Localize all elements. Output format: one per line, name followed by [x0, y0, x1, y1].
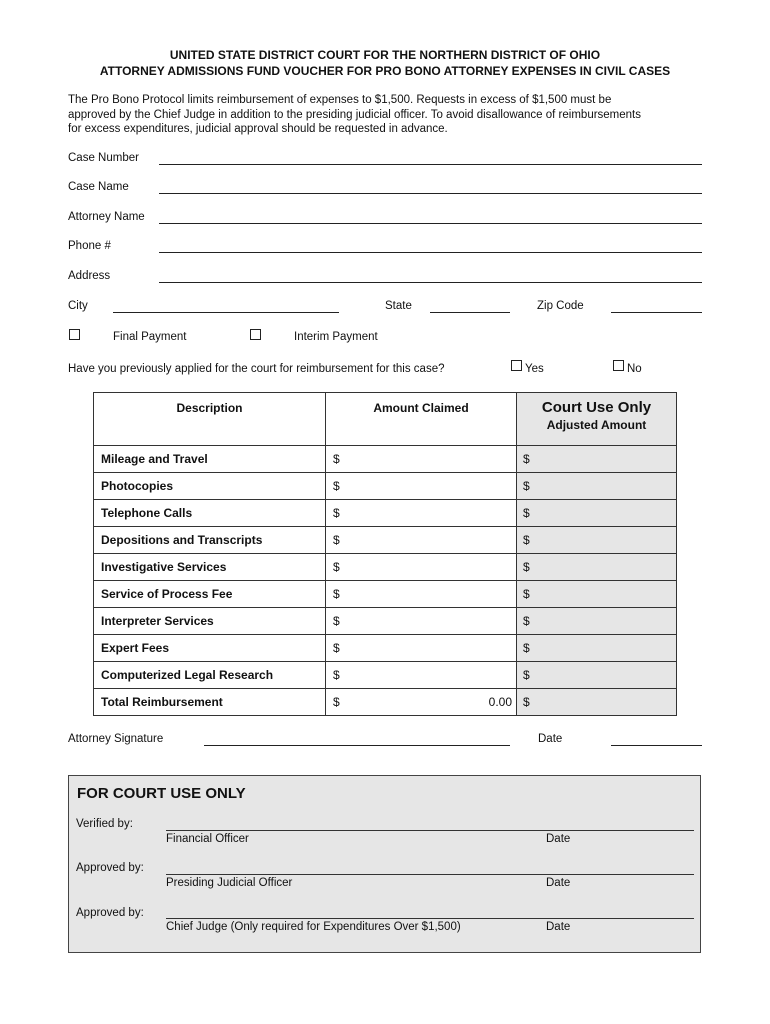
total-adjusted-cell[interactable]	[517, 689, 677, 716]
no-checkbox[interactable]	[613, 360, 624, 371]
table-row	[94, 473, 677, 500]
verified-date-label: Date	[546, 833, 571, 845]
currency-symbol: $	[523, 452, 530, 466]
chief-judge-approval-field[interactable]	[166, 918, 694, 919]
case-name-field[interactable]	[159, 193, 702, 194]
currency-symbol: $	[333, 506, 340, 520]
amount-claimed-header: Amount Claimed	[326, 393, 517, 446]
currency-symbol: $	[333, 452, 340, 466]
no-label: No	[627, 363, 642, 375]
adjusted-amount-cell[interactable]	[517, 527, 677, 554]
adjusted-amount-title: Adjusted Amount	[546, 418, 647, 432]
table-row	[94, 554, 677, 581]
table-header-row	[94, 393, 677, 446]
row-description: Service of Process Fee	[94, 581, 326, 608]
chief-judge-label: Chief Judge (Only required for Expenditures Over $1,500)	[166, 921, 461, 933]
presiding-date-label: Date	[546, 877, 571, 889]
currency-symbol: $	[523, 695, 530, 709]
currency-symbol: $	[333, 641, 340, 655]
presiding-officer-label: Presiding Judicial Officer	[166, 877, 293, 889]
currency-symbol: $	[523, 587, 530, 601]
currency-symbol: $	[333, 668, 340, 682]
amount-claimed-cell[interactable]	[326, 527, 517, 554]
attorney-signature-field[interactable]	[204, 745, 510, 746]
approved-by-label-1: Approved by:	[76, 862, 144, 874]
attorney-signature-label: Attorney Signature	[68, 733, 164, 745]
signature-date-label: Date	[538, 733, 563, 745]
total-description: Total Reimbursement	[94, 689, 326, 716]
currency-symbol: $	[333, 587, 340, 601]
previous-application-question: Have you previously applied for the court for reimbursement for this case?	[68, 363, 445, 375]
table-row	[94, 662, 677, 689]
row-description: Photocopies	[94, 473, 326, 500]
currency-symbol: $	[523, 668, 530, 682]
expense-table	[93, 392, 677, 716]
amount-claimed-cell[interactable]	[326, 500, 517, 527]
adjusted-amount-cell[interactable]	[517, 473, 677, 500]
adjusted-amount-cell[interactable]	[517, 500, 677, 527]
total-amount-cell[interactable]	[326, 689, 517, 716]
currency-symbol: $	[523, 533, 530, 547]
chief-judge-date-label: Date	[546, 921, 571, 933]
table-row	[94, 527, 677, 554]
city-field[interactable]	[113, 312, 339, 313]
adjusted-amount-cell[interactable]	[517, 581, 677, 608]
case-number-field[interactable]	[159, 164, 702, 165]
state-field[interactable]	[430, 312, 510, 313]
financial-officer-label: Financial Officer	[166, 833, 249, 845]
total-amount-value: 0.00	[488, 695, 512, 709]
address-label: Address	[68, 270, 111, 282]
currency-symbol: $	[333, 695, 340, 709]
case-number-label: Case Number	[68, 152, 139, 164]
interim-payment-checkbox[interactable]	[250, 329, 261, 340]
table-row	[94, 635, 677, 662]
row-description: Investigative Services	[94, 554, 326, 581]
phone-field[interactable]	[159, 252, 702, 253]
intro-line-2: approved by the Chief Judge in addition to the presiding judicial officer. To avoid disallowance of reimbursements	[68, 108, 642, 121]
table-row	[94, 581, 677, 608]
currency-symbol: $	[523, 479, 530, 493]
currency-symbol: $	[333, 560, 340, 574]
currency-symbol: $	[333, 479, 340, 493]
amount-claimed-cell[interactable]	[326, 635, 517, 662]
verified-by-label: Verified by:	[76, 818, 133, 830]
currency-symbol: $	[523, 506, 530, 520]
table-row	[94, 500, 677, 527]
row-description: Interpreter Services	[94, 608, 326, 635]
adjusted-amount-cell[interactable]	[517, 662, 677, 689]
row-description: Depositions and Transcripts	[94, 527, 326, 554]
amount-claimed-cell[interactable]	[326, 608, 517, 635]
intro-line-1: The Pro Bono Protocol limits reimbursement of expenses to $1,500. Requests in excess of $1,500 must be	[68, 94, 612, 106]
description-header: Description	[94, 393, 326, 446]
currency-symbol: $	[333, 614, 340, 628]
amount-claimed-cell[interactable]	[326, 662, 517, 689]
court-use-header	[517, 393, 677, 446]
currency-symbol: $	[523, 614, 530, 628]
table-row	[94, 446, 677, 473]
attorney-name-field[interactable]	[159, 223, 702, 224]
yes-checkbox[interactable]	[511, 360, 522, 371]
court-use-title: FOR COURT USE ONLY	[77, 785, 246, 802]
yes-label: Yes	[525, 363, 544, 375]
form-title-line-1: UNITED STATE DISTRICT COURT FOR THE NORTHERN DISTRICT OF OHIO	[169, 48, 601, 62]
adjusted-amount-cell[interactable]	[517, 608, 677, 635]
amount-claimed-cell[interactable]	[326, 554, 517, 581]
intro-line-3: for excess expenditures, judicial approval should be requested in advance.	[68, 123, 448, 135]
row-description: Mileage and Travel	[94, 446, 326, 473]
case-name-label: Case Name	[68, 181, 129, 193]
adjusted-amount-cell[interactable]	[517, 635, 677, 662]
court-use-section	[68, 775, 701, 953]
court-use-title: Court Use Only	[541, 399, 652, 416]
total-row	[94, 689, 677, 716]
approved-by-label-2: Approved by:	[76, 907, 144, 919]
row-description: Expert Fees	[94, 635, 326, 662]
currency-symbol: $	[523, 560, 530, 574]
currency-symbol: $	[523, 641, 530, 655]
zip-field[interactable]	[611, 312, 702, 313]
presiding-approval-field[interactable]	[166, 874, 694, 875]
intro-paragraph	[68, 93, 708, 137]
state-label: State	[385, 300, 412, 312]
interim-payment-label: Interim Payment	[294, 331, 378, 343]
form-title-line-2: ATTORNEY ADMISSIONS FUND VOUCHER FOR PRO BONO ATTORNEY EXPENSES IN CIVIL CASES	[99, 64, 671, 78]
signature-date-field[interactable]	[611, 745, 702, 746]
final-payment-checkbox[interactable]	[69, 329, 80, 340]
row-description: Telephone Calls	[94, 500, 326, 527]
currency-symbol: $	[333, 533, 340, 547]
table-row	[94, 608, 677, 635]
amount-claimed-cell[interactable]	[326, 473, 517, 500]
adjusted-amount-cell[interactable]	[517, 554, 677, 581]
adjusted-amount-cell[interactable]	[517, 446, 677, 473]
zip-label: Zip Code	[537, 300, 584, 312]
city-label: City	[68, 300, 88, 312]
address-field[interactable]	[159, 282, 702, 283]
verified-by-field[interactable]	[166, 830, 694, 831]
amount-claimed-cell[interactable]	[326, 581, 517, 608]
attorney-name-label: Attorney Name	[68, 211, 145, 223]
amount-claimed-cell[interactable]	[326, 446, 517, 473]
phone-label: Phone #	[68, 240, 111, 252]
final-payment-label: Final Payment	[113, 331, 187, 343]
row-description: Computerized Legal Research	[94, 662, 326, 689]
